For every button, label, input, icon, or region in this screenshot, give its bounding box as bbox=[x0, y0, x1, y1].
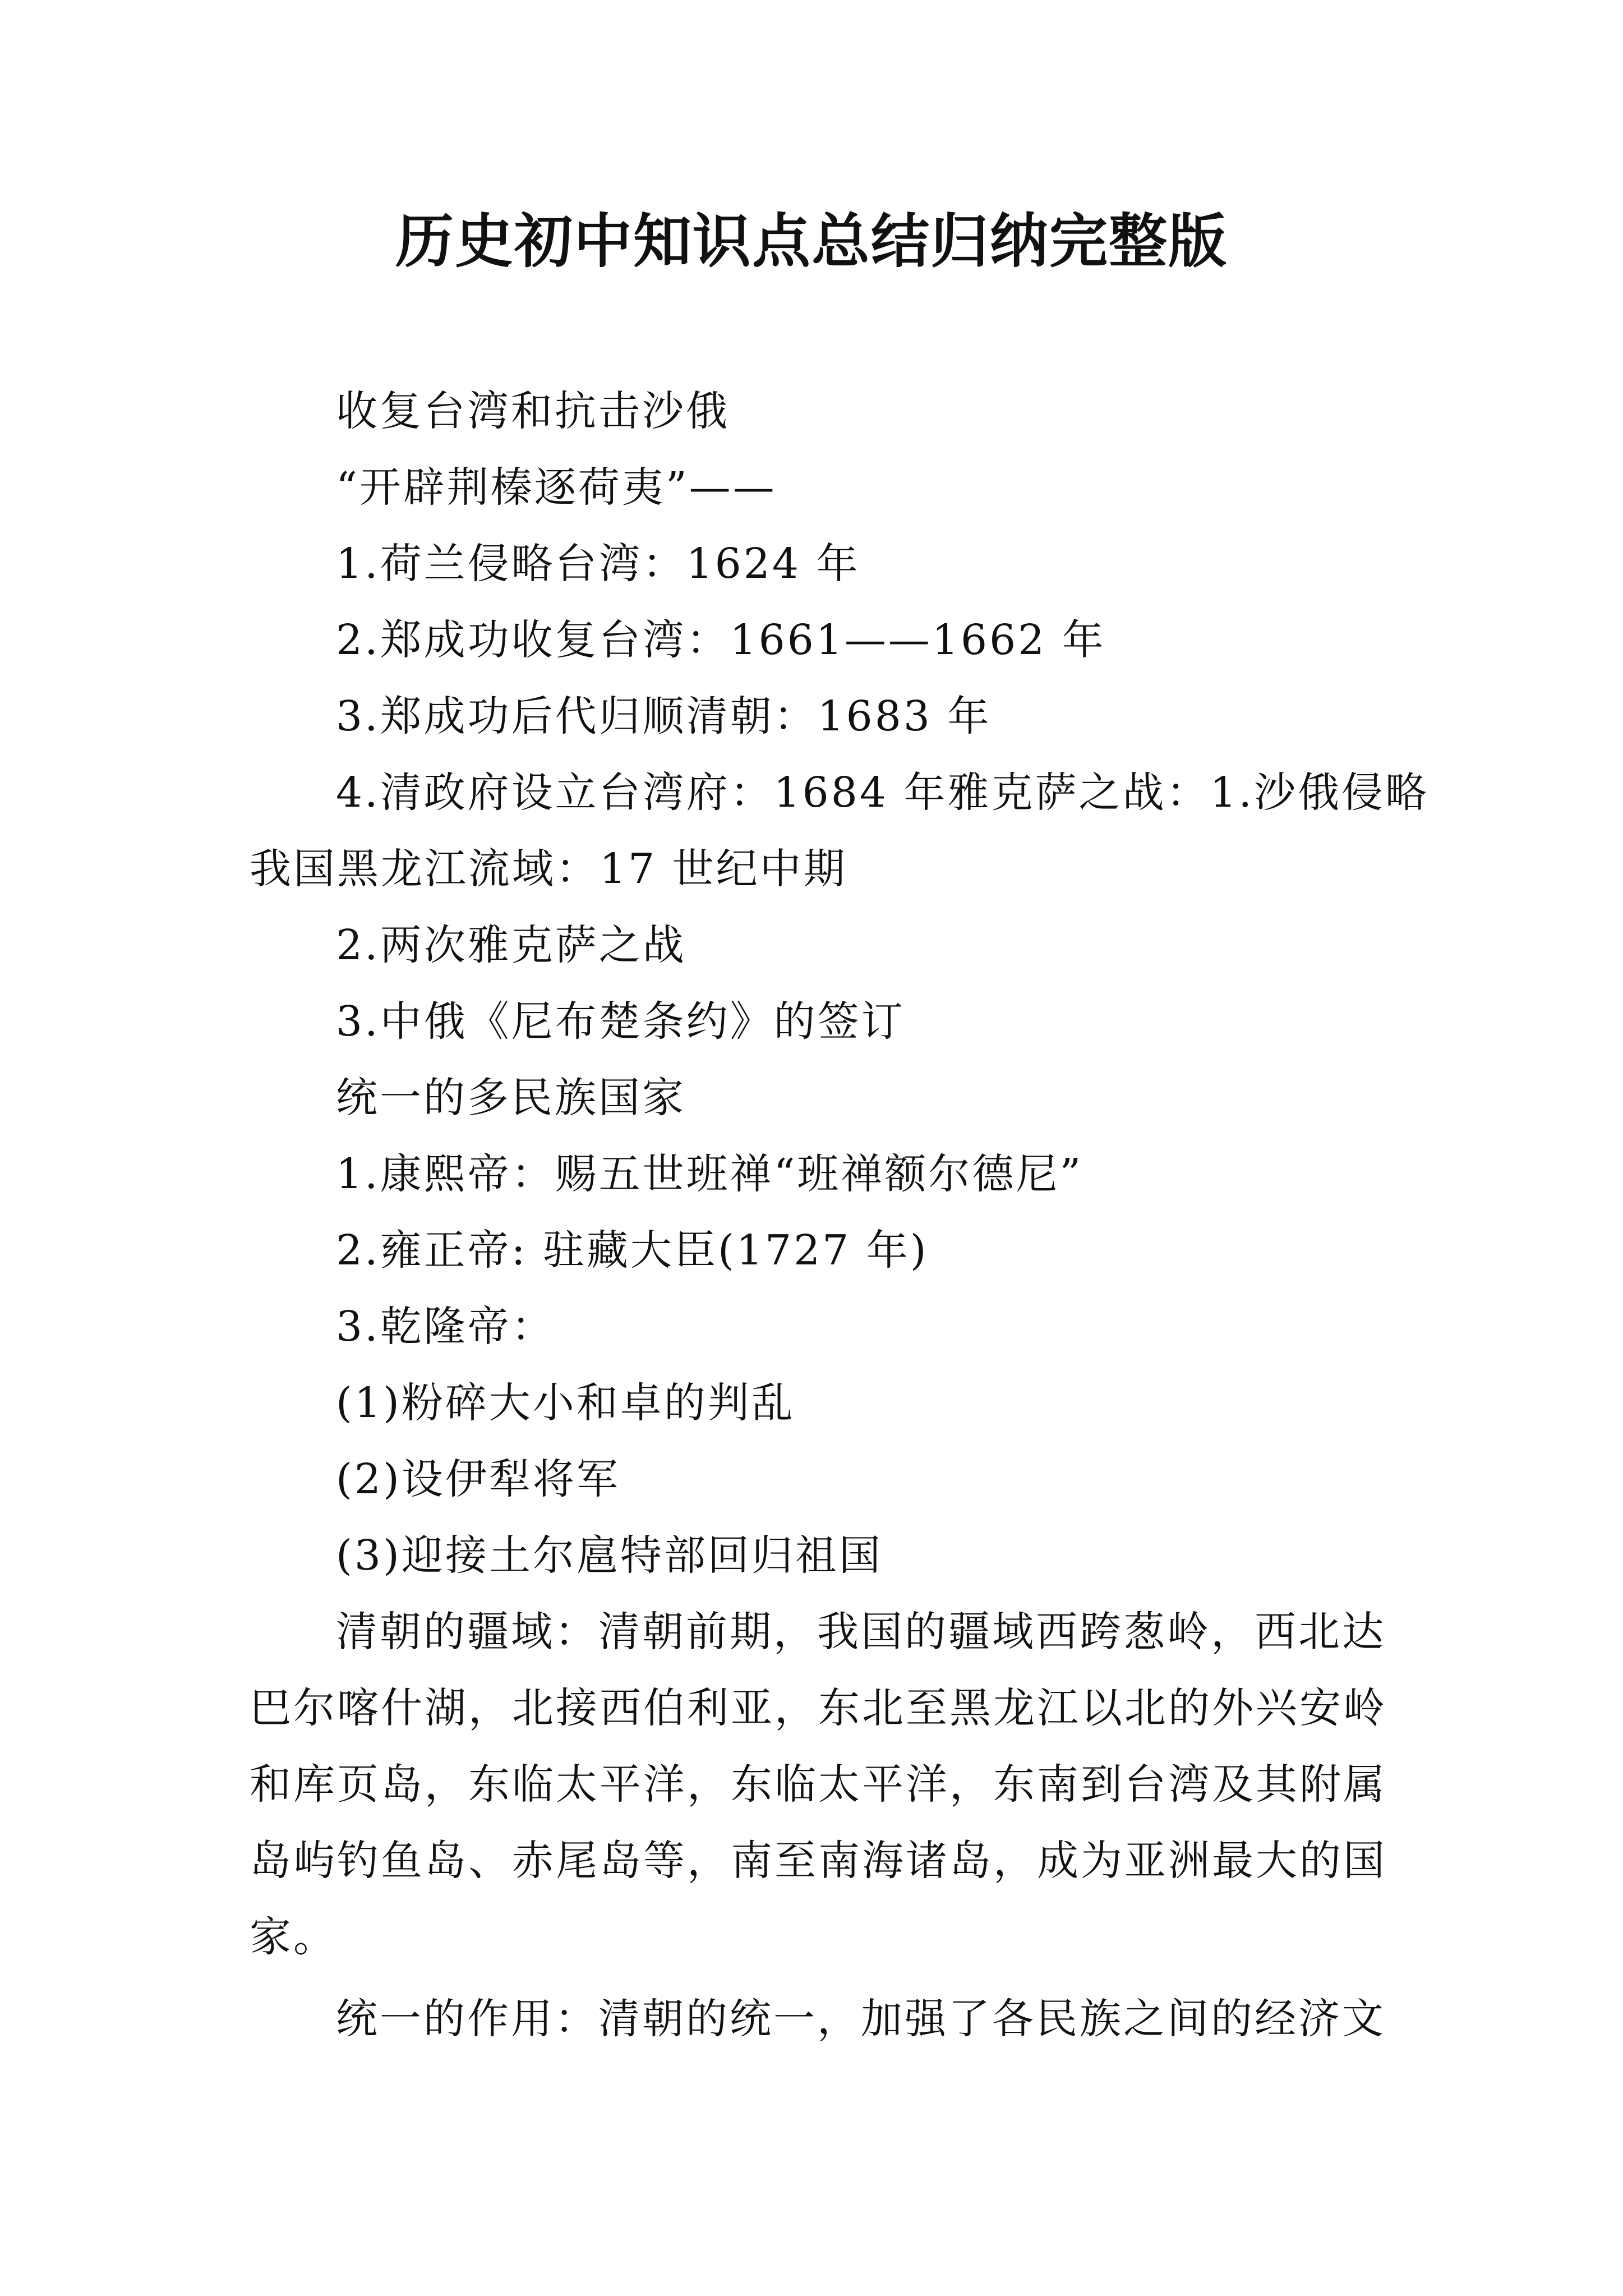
paragraph-line: 3.郑成功后代归顺清朝：1683 年 bbox=[336, 692, 992, 740]
paragraph-line: 3.中俄《尼布楚条约》的签订 bbox=[336, 997, 905, 1046]
paragraph-line: 统一的多民族国家 bbox=[336, 1074, 686, 1122]
paragraph-line: “开辟荆榛逐荷夷”—— bbox=[336, 463, 777, 512]
paragraph-line: 1.康熙帝：赐五世班禅“班禅额尔德尼” bbox=[336, 1150, 1083, 1198]
paragraph-line: 1.荷兰侵略台湾：1624 年 bbox=[336, 540, 860, 588]
paragraph-line: 4.清政府设立台湾府：1684 年雅克萨之战：1.沙俄侵略 bbox=[336, 769, 1430, 817]
paragraph-line: 我国黑龙江流域：17 世纪中期 bbox=[250, 845, 847, 893]
paragraph-line: (2)设伊犁将军 bbox=[336, 1455, 620, 1503]
paragraph-line: 2.郑成功收复台湾：1661——1662 年 bbox=[336, 616, 1106, 664]
paragraph-line: 清朝的疆域：清朝前期，我国的疆域西跨葱岭，西北达 bbox=[336, 1608, 1386, 1656]
paragraph-line: 巴尔喀什湖，北接西伯利亚，东北至黑龙江以北的外兴安岭 bbox=[250, 1684, 1387, 1732]
document-body bbox=[250, 373, 1430, 2057]
paragraph-line: 和库页岛，东临太平洋，东临太平洋，东南到台湾及其附属 bbox=[250, 1760, 1387, 1809]
paragraph-line: (3)迎接土尔扈特部回归祖国 bbox=[336, 1531, 883, 1580]
document-title: 历史初中知识点总结归纳完整版 bbox=[395, 206, 1228, 275]
paragraph-line: 收复台湾和抗击沙俄 bbox=[336, 387, 730, 435]
paragraph-line: 3.乾隆帝： bbox=[336, 1303, 555, 1351]
paragraph-line: (1)粉碎大小和卓的判乱 bbox=[336, 1379, 795, 1427]
paragraph-line: 2.两次雅克萨之战 bbox=[336, 921, 686, 969]
paragraph-line: 统一的作用：清朝的统一，加强了各民族之间的经济文 bbox=[336, 1995, 1386, 2043]
paragraph-line: 岛屿钓鱼岛、赤尾岛等，南至南海诸岛，成为亚洲最大的国 bbox=[250, 1837, 1387, 1885]
paragraph-line: 家。 bbox=[250, 1913, 337, 1961]
paragraph-line: 2.雍正帝: 驻藏大臣(1727 年) bbox=[336, 1226, 929, 1274]
